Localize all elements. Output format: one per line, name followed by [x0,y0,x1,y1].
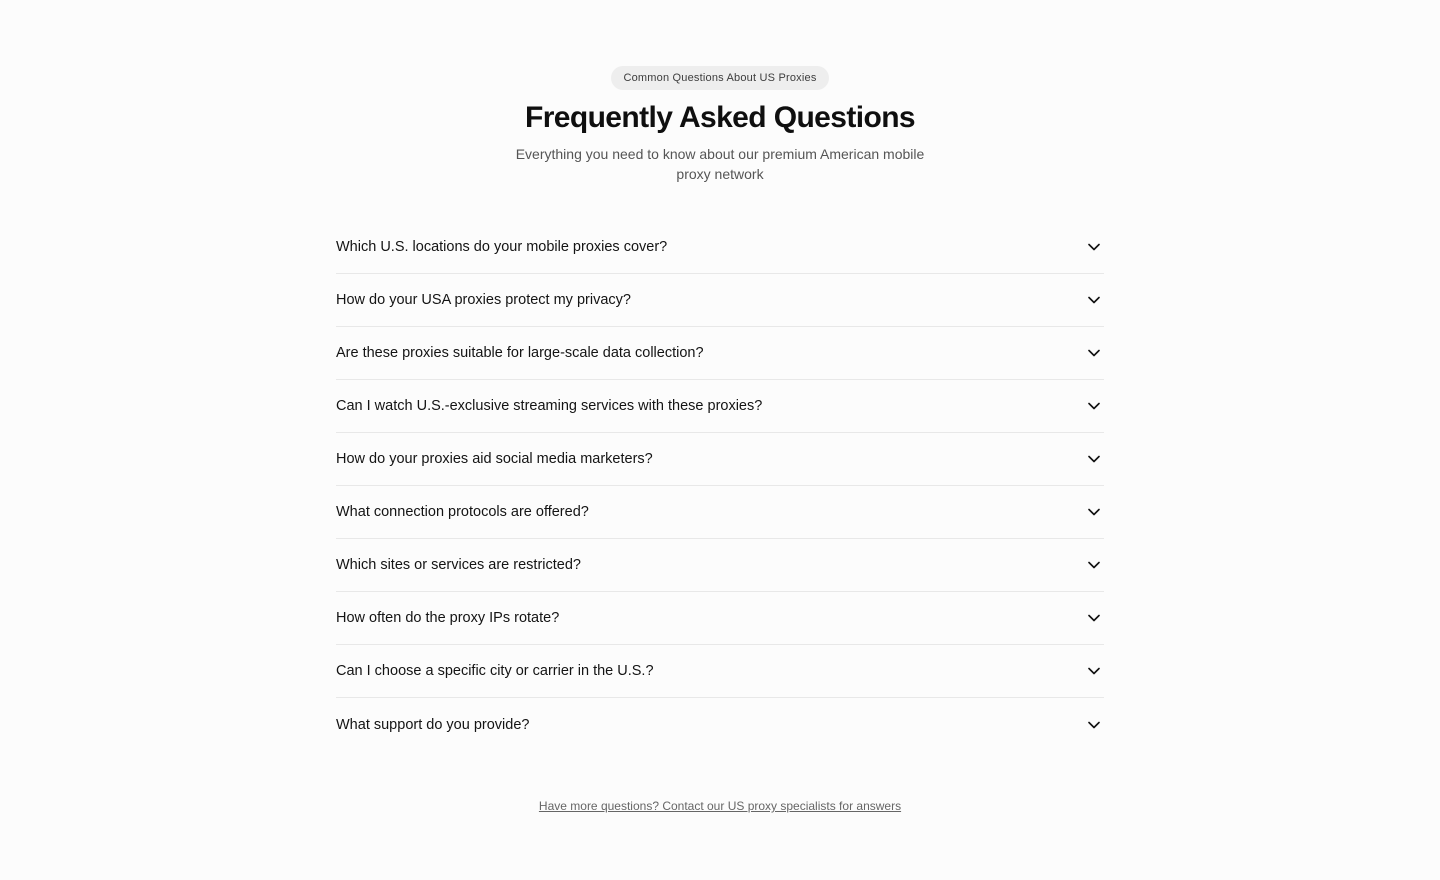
faq-item[interactable] [336,698,1104,751]
faq-accordion [336,221,1104,751]
faq-question: Are these proxies suitable for large-scale data collection? [336,345,704,361]
faq-item[interactable] [336,274,1104,327]
chevron-down-icon[interactable] [1086,610,1102,626]
page-title: Frequently Asked Questions [524,101,916,134]
faq-item[interactable] [336,592,1104,645]
contact-footer [0,797,1440,815]
faq-question: How often do the proxy IPs rotate? [336,610,560,626]
faq-question: What connection protocols are offered? [336,504,589,520]
faq-item[interactable] [336,221,1104,274]
chevron-down-icon[interactable] [1086,504,1102,520]
chevron-down-icon[interactable] [1086,398,1102,414]
section-badge: Common Questions About US Proxies [611,66,828,90]
faq-question: What support do you provide? [336,716,530,733]
chevron-down-icon[interactable] [1086,239,1102,255]
faq-question: How do your USA proxies protect my privacy? [336,292,631,308]
faq-item[interactable] [336,380,1104,433]
page-subtitle: Everything you need to know about our premium American mobile proxy network [515,146,925,182]
faq-question: How do your proxies aid social media marketers? [336,451,653,467]
contact-specialists-link[interactable]: Have more questions? Contact our US proxy specialists for answers [538,799,902,813]
chevron-down-icon[interactable] [1086,557,1102,573]
faq-question: Can I watch U.S.-exclusive streaming services with these proxies? [336,398,763,414]
chevron-down-icon[interactable] [1086,451,1102,467]
faq-question: Can I choose a specific city or carrier in the U.S.? [336,663,654,679]
faq-header [0,66,1440,184]
faq-question: Which sites or services are restricted? [336,557,581,573]
faq-item[interactable] [336,486,1104,539]
faq-item[interactable] [336,327,1104,380]
faq-item[interactable] [336,433,1104,486]
chevron-down-icon[interactable] [1086,292,1102,308]
faq-item[interactable] [336,539,1104,592]
faq-item[interactable] [336,645,1104,698]
chevron-down-icon[interactable] [1086,663,1102,679]
chevron-down-icon[interactable] [1086,345,1102,361]
chevron-down-icon[interactable] [1086,717,1102,733]
faq-question: Which U.S. locations do your mobile proxies cover? [336,239,668,255]
